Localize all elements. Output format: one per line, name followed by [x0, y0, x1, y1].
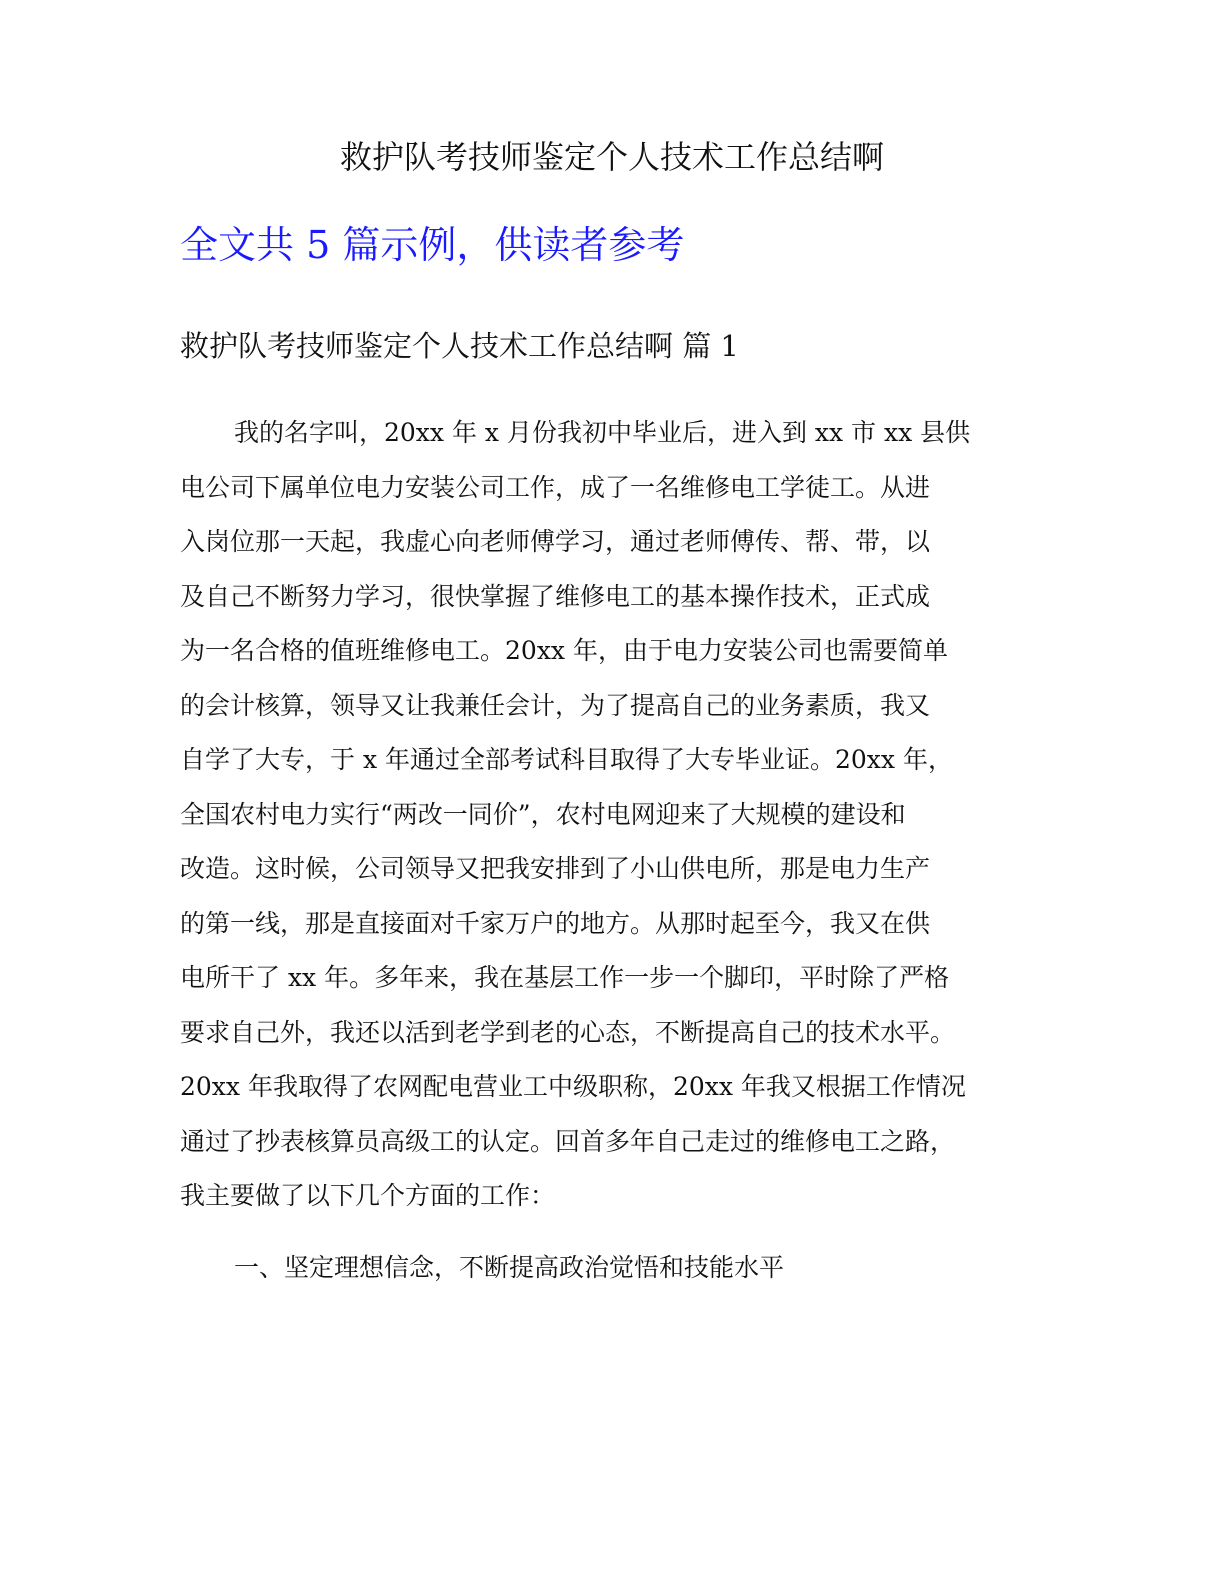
- body-line: 要求自己外，我还以活到老学到老的心态，不断提高自己的技术水平。: [180, 1017, 956, 1047]
- body-line: 全国农村电力实行“两改一同价”，农村电网迎来了大规模的建设和: [180, 799, 906, 829]
- body-line: 改造。这时候，公司领导又把我安排到了小山供电所，那是电力生产: [180, 854, 931, 883]
- document-subtitle: 全文共 5 篇示例，供读者参考: [180, 223, 685, 267]
- body-line: 通过了抄表核算员高级工的认定。回首多年自己走过的维修电工之路，: [180, 1126, 956, 1156]
- article-heading: 救护队考技师鉴定个人技术工作总结啊 篇 1: [180, 329, 739, 363]
- body-line: 电所干了 xx 年。多年来，我在基层工作一步一个脚印，平时除了严格: [180, 963, 950, 992]
- body-line: 为一名合格的值班维修电工。20xx 年，由于电力安装公司也需要简单: [180, 636, 948, 665]
- body-line: 20xx 年我取得了农网配电营业工中级职称，20xx 年我又根据工作情况: [180, 1072, 966, 1101]
- body-line: 入岗位那一天起，我虚心向老师傅学习，通过老师傅传、帮、带，以: [180, 527, 931, 556]
- body-line: 我主要做了以下几个方面的工作：: [180, 1181, 556, 1210]
- body-line: 的会计核算，领导又让我兼任会计，为了提高自己的业务素质，我又: [180, 690, 931, 720]
- section-heading: 一、坚定理想信念，不断提高政治觉悟和技能水平: [234, 1253, 785, 1282]
- body-line: 我的名字叫，20xx 年 x 月份我初中毕业后，进入到 xx 市 xx 县供: [234, 418, 971, 447]
- body-line: 及自己不断努力学习，很快掌握了维修电工的基本操作技术，正式成: [180, 581, 931, 611]
- article-body: [180, 406, 1080, 1224]
- body-line: 自学了大专，于 x 年通过全部考试科目取得了大专毕业证。20xx 年，: [180, 745, 953, 774]
- body-line: 的第一线，那是直接面对千家万户的地方。从那时起至今，我又在供: [180, 908, 931, 938]
- body-line: 电公司下属单位电力安装公司工作，成了一名维修电工学徒工。从进: [180, 472, 931, 502]
- document-title: 救护队考技师鉴定个人技术工作总结啊: [339, 138, 884, 176]
